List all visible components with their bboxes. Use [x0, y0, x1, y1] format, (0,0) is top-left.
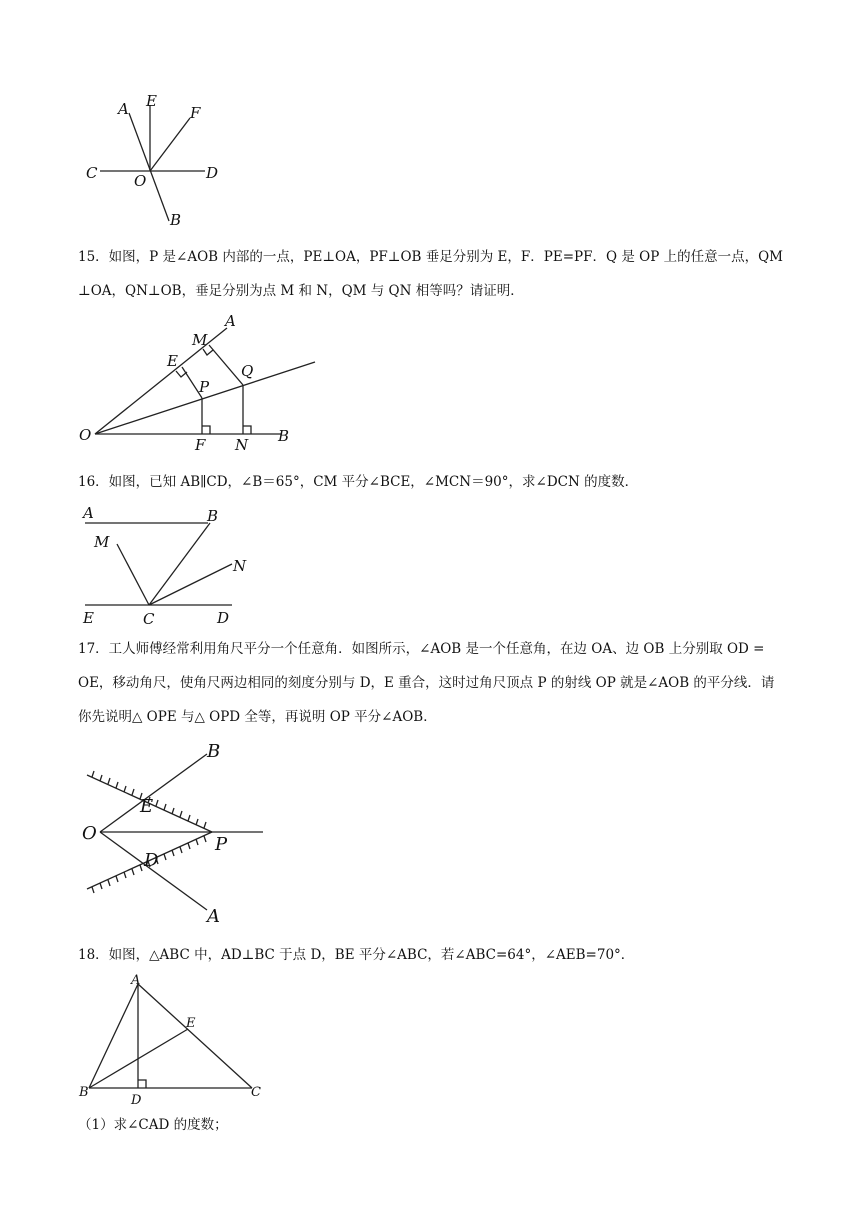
figure-16-parallel-lines-diagram [80, 505, 260, 630]
figure-17-angle-ruler-diagram [80, 741, 280, 927]
figure-18-triangle-diagram [75, 970, 275, 1108]
label-D: D [131, 1093, 142, 1108]
label-A: A [83, 504, 94, 522]
label-E: E [167, 352, 178, 370]
label-N: N [235, 436, 249, 454]
question-18-part-1: （1）求∠CAD 的度数； [78, 1117, 228, 1133]
label-F: F [190, 104, 201, 122]
question-17-text: 17．工人师傅经常利用角尺平分一个任意角．如图所示，∠AOB 是一个任意角，在边 OA、边 OB 上分别取 OD = OE，移动角尺，使角尺两边相同的刻度分别与 D，E 重合，这时过角尺顶点 P 的射线 OP 就是∠AOB 的平分线．请你先说明△ OPE 与△ OPD 全等，再说明 OP 平分∠AOB． [78, 641, 775, 725]
label-O: O [134, 172, 147, 190]
label-M: M [94, 533, 110, 551]
label-B: B [207, 741, 221, 762]
label-E: E [146, 92, 157, 110]
question-16-text: 16．如图，已知 AB∥CD，∠B＝65°，CM 平分∠BCE，∠MCN＝90°，求∠DCN 的度数． [78, 474, 639, 490]
label-B: B [278, 427, 290, 445]
label-A: A [225, 312, 236, 330]
label-C: C [143, 610, 155, 628]
label-B: B [207, 507, 219, 525]
label-E: E [186, 1016, 196, 1031]
figure-14-angle-diagram [80, 90, 240, 235]
label-P: P [199, 378, 210, 396]
label-E: E [140, 796, 154, 817]
label-Q: Q [241, 362, 254, 380]
label-D: D [144, 850, 159, 871]
label-O: O [82, 823, 97, 844]
figure-15-angle-bisector-diagram [75, 310, 325, 454]
label-A: A [131, 973, 141, 988]
question-15-text: 15．如图，P 是∠AOB 内部的一点，PE⊥OA，PF⊥OB 垂足分别为 E，F．PE=PF．Q 是 OP 上的任意一点，QM ⊥OA，QN⊥OB，垂足分别为点 M 和 N，QM 与 QN 相等吗？请证明． [78, 249, 783, 299]
label-O: O [79, 426, 92, 444]
label-A: A [207, 906, 220, 927]
label-B: B [79, 1085, 89, 1100]
question-18-text: 18．如图，△ABC 中，AD⊥BC 于点 D，BE 平分∠ABC，若∠ABC=64°，∠AEB=70°． [78, 947, 635, 963]
label-A: A [118, 100, 129, 118]
label-M: M [192, 331, 208, 349]
label-F: F [195, 436, 206, 454]
label-D: D [217, 609, 230, 627]
label-C: C [86, 164, 98, 182]
label-D: D [206, 164, 219, 182]
label-P: P [215, 834, 228, 855]
label-C: C [251, 1085, 261, 1100]
label-E: E [83, 609, 94, 627]
label-B: B [170, 211, 182, 229]
label-N: N [233, 557, 247, 575]
